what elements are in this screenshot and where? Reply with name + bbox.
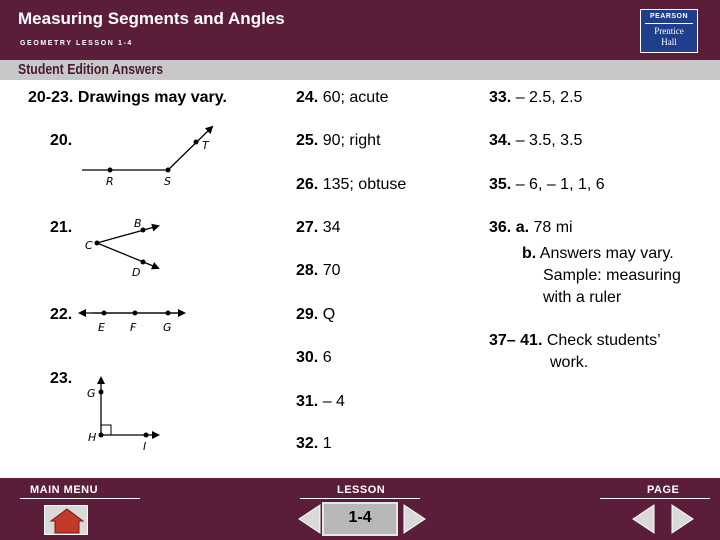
figure-23-point-h xyxy=(99,433,104,438)
figure-21-point-d xyxy=(141,260,146,265)
answer-36a-text: 78 mi xyxy=(533,219,573,236)
figure-20-point-s xyxy=(166,168,171,173)
answer-25-text: 90; right xyxy=(322,132,381,149)
answer-33 xyxy=(489,88,582,108)
logo-top-text: PEARSON xyxy=(649,13,689,20)
lesson-label: LESSON xyxy=(337,484,386,496)
answer-24-text: 60; acute xyxy=(322,89,389,106)
answer-26 xyxy=(296,175,406,195)
page-label: PAGE xyxy=(647,484,680,496)
figure-22-point-g xyxy=(166,311,171,316)
answer-36b-line-2: Sample: measuring xyxy=(543,267,681,284)
answer-20-label: 20. xyxy=(50,132,73,149)
answer-35 xyxy=(489,175,605,195)
figure-21-angle xyxy=(85,217,158,279)
answer-30-text: 6 xyxy=(322,349,332,366)
answer-31-num: 31. xyxy=(296,393,319,410)
figure-20-point-r xyxy=(108,168,113,173)
answer-36b-num: b. xyxy=(522,245,537,262)
answer-32 xyxy=(296,434,332,454)
answer-30 xyxy=(296,348,332,368)
answer-24 xyxy=(296,88,389,108)
figure-20-point-t xyxy=(194,140,199,145)
answer-29 xyxy=(296,305,335,325)
figure-23-label-g: G xyxy=(87,387,96,400)
answer-37-41-line-1: Check students’ xyxy=(546,332,661,349)
answer-33-num: 33. xyxy=(489,89,512,106)
answer-36b xyxy=(522,244,674,264)
answer-26-num: 26. xyxy=(296,176,319,193)
main-menu-label: MAIN MENU xyxy=(30,484,99,496)
answer-35-num: 35. xyxy=(489,176,512,193)
answer-33-text: – 2.5, 2.5 xyxy=(515,89,583,106)
figure-20-angle xyxy=(82,127,212,188)
figure-20-label-t: T xyxy=(202,139,209,152)
answer-intro: 20-23. Drawings may vary. xyxy=(28,89,227,106)
figure-20-label-s: S xyxy=(164,175,171,188)
answer-34-num: 34. xyxy=(489,132,512,149)
figure-21-label-c: C xyxy=(85,239,93,252)
answer-29-text: Q xyxy=(322,306,336,323)
lesson-prev-arrow-icon[interactable] xyxy=(296,503,324,535)
figure-23-label-h: H xyxy=(88,431,97,444)
figure-22-label-e: E xyxy=(98,321,105,334)
figure-23-right-angle xyxy=(87,378,158,453)
answer-30-num: 30. xyxy=(296,349,319,366)
main-menu-underline xyxy=(20,498,140,499)
answer-25-num: 25. xyxy=(296,132,319,149)
answer-28-num: 28. xyxy=(296,262,319,279)
page-underline xyxy=(600,498,710,499)
logo-bottom-line-1: Prentice xyxy=(654,26,684,36)
figure-21-ray-cd xyxy=(97,243,158,268)
page-next-arrow-icon[interactable] xyxy=(668,503,696,535)
answer-29-num: 29. xyxy=(296,306,319,323)
answer-27-text: 34 xyxy=(322,219,341,236)
page-prev-arrow-icon[interactable] xyxy=(630,503,658,535)
logo-bottom-line-2: Hall xyxy=(661,37,677,47)
lesson-next-arrow-icon[interactable] xyxy=(400,503,428,535)
figure-21-label-d: D xyxy=(132,266,141,279)
figure-20-label-r: R xyxy=(106,175,114,188)
answer-34-text: – 3.5, 3.5 xyxy=(515,132,583,149)
answer-36b-line-1: Answers may vary. xyxy=(539,245,674,262)
page-subtitle: GEOMETRY LESSON 1-4 xyxy=(20,40,133,47)
answer-37-41 xyxy=(489,331,661,351)
figure-23-point-g xyxy=(99,390,104,395)
figure-23-point-i xyxy=(144,433,149,438)
answer-35-text: – 6, – 1, 1, 6 xyxy=(515,176,605,193)
figure-21-ray-cb xyxy=(97,226,158,243)
figure-22-label-g: G xyxy=(163,321,172,334)
answer-28 xyxy=(296,261,341,281)
lesson-underline xyxy=(300,498,420,499)
figure-21-point-c xyxy=(95,241,100,246)
answer-36a-num: 36. a. xyxy=(489,219,530,236)
main-menu-button[interactable] xyxy=(44,505,88,535)
answer-27 xyxy=(296,218,341,238)
answer-21-label: 21. xyxy=(50,219,73,236)
answer-34 xyxy=(489,131,582,151)
figure-22-point-f xyxy=(133,311,138,316)
figure-22-point-e xyxy=(102,311,107,316)
answer-26-text: 135; obtuse xyxy=(322,176,407,193)
page-title: Measuring Segments and Angles xyxy=(18,9,285,28)
lesson-button-label: 1-4 xyxy=(348,509,372,526)
answer-31-text: – 4 xyxy=(322,393,345,410)
figure-21-label-b: B xyxy=(134,217,142,230)
answer-25 xyxy=(296,131,381,151)
answer-28-text: 70 xyxy=(322,262,341,279)
answer-32-text: 1 xyxy=(322,435,332,452)
figure-23-label-i: I xyxy=(143,440,147,453)
answer-23-label: 23. xyxy=(50,370,73,387)
answer-22-label: 22. xyxy=(50,306,73,323)
figure-22-line xyxy=(80,311,184,335)
section-title: Student Edition Answers xyxy=(18,61,164,78)
home-icon xyxy=(45,506,89,536)
answer-36b-line-3: with a ruler xyxy=(543,289,622,306)
answer-27-num: 27. xyxy=(296,219,319,236)
figure-22-label-f: F xyxy=(130,321,137,334)
answer-37-41-line-2: work. xyxy=(550,354,589,371)
lesson-button[interactable] xyxy=(322,502,398,536)
answer-36a xyxy=(489,218,573,238)
answer-37-41-num: 37– 41. xyxy=(489,332,543,349)
answer-31 xyxy=(296,392,345,412)
answer-32-num: 32. xyxy=(296,435,319,452)
answer-24-num: 24. xyxy=(296,89,319,106)
